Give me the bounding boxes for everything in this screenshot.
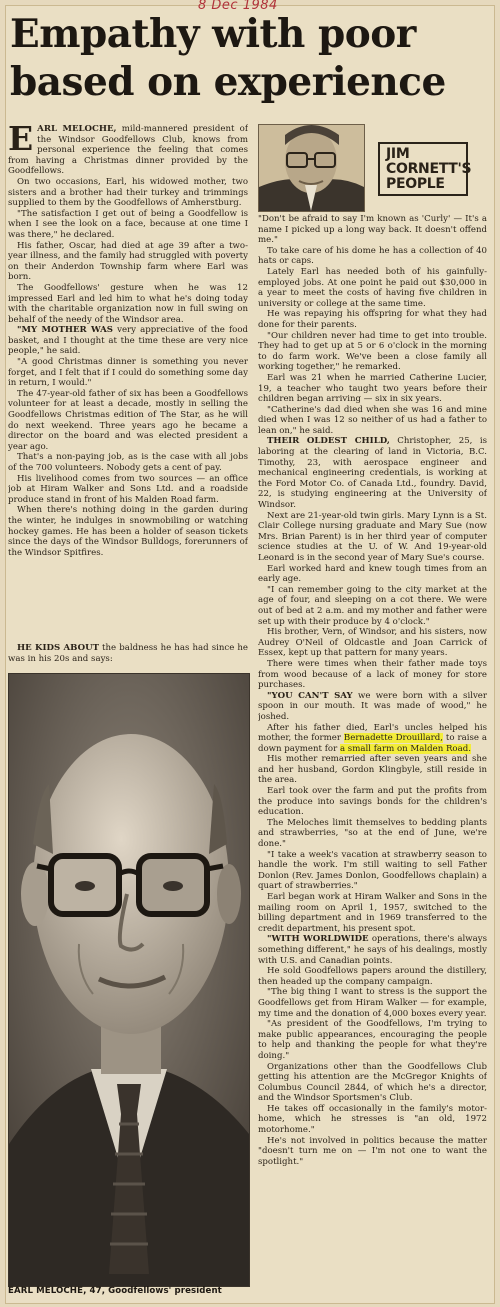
paragraph: "Catherine's dad died when she was 16 and mine died when I was 12 so neither of us had a father to lean on," he said. xyxy=(258,404,487,436)
paragraph: His livelihood comes from two sources — an office job at Hiram Walker and Sons Ltd. and a roadside produce stand in front of his Malden Road farm. xyxy=(8,473,248,505)
paragraph: "The satisfaction I get out of being a Goodfellow is when I see the look on a face, because at one time I was there," he declared. xyxy=(8,208,248,240)
paragraph: Earl took over the farm and put the profits from the produce into savings bonds for the children's education. xyxy=(258,786,487,818)
subhead-lead: "WITH WORLDWIDE xyxy=(267,934,369,945)
subhead-lead: HE KIDS ABOUT xyxy=(17,643,99,653)
column-logo-box xyxy=(378,142,472,196)
paragraph: He sold Goodfellows papers around the distillery, then headed up the company campaign. xyxy=(258,966,487,987)
paragraph: Earl worked hard and knew tough times from an early age. xyxy=(258,563,487,585)
paragraph: The 47-year-old father of six has been a Goodfellows volunteer for at least a decade, mostly in selling the Goodfellows Christmas edition of The Star, as he will do next weekend. Three years ago he became a director on the board and was elected president a year ago. xyxy=(8,388,248,452)
paragraph xyxy=(258,436,487,510)
paragraph: Next are 21-year-old twin girls. Mary Lynn is a St. Clair College nursing graduate and Mary Sue (now Mrs. Brian Parent) is in her third year of computer science studies at the U. of W. And 19-year-old Leonard is in the second year of Mary Sue's course. xyxy=(258,510,487,563)
paragraph: To take care of his dome he has a collection of 40 hats or caps. xyxy=(258,245,487,267)
column-logo-line-1: JIM xyxy=(386,146,410,162)
column-logo xyxy=(372,128,482,206)
headline-line-2: based on experience xyxy=(10,59,446,105)
portrait-photo xyxy=(8,673,250,1287)
columnist-photo xyxy=(258,124,365,212)
paragraph: He's not involved in politics because the matter "doesn't turn me on — I'm not one to want the spotlight." xyxy=(258,1135,487,1167)
paragraph-text: Christopher, 25, is laboring at the clearing of land in Victoria, B.C. Timothy, 23, with aerospace engineer and mechanical engineering credentials, is working at the Ford Motor Co. of Canada Ltd., foundry. David, 22, is studying engineering at the University of Windsor. xyxy=(258,436,487,511)
paragraph: "Don't be afraid to say I'm known as 'Curly' — It's a name I picked up a long way back. It doesn't offend me." xyxy=(258,214,487,246)
paragraph xyxy=(8,643,248,664)
highlighted-text: Bernadette Drouillard, xyxy=(343,733,444,744)
headline-line-1: Empathy with poor xyxy=(10,11,416,57)
column-logo-line-3: PEOPLE xyxy=(386,176,445,192)
paragraph: When there's nothing doing in the garden during the winter, he indulges in snowmobiling or watching hockey games. He has been a holder of season tickets since the days of the Windsor Bulldogs, forerunners of the Windsor Spitfires. xyxy=(8,505,248,558)
article-left-column xyxy=(8,124,248,644)
subhead-lead: "YOU CAN'T SAY xyxy=(267,690,353,701)
paragraph: Lately Earl has needed both of his gainfully-employed jobs. At one point he paid out $30,000 in a year to meet the costs of having five children in university or college at the same time. xyxy=(258,266,487,309)
lead-in: ARL MELOCHE, xyxy=(37,124,117,134)
paragraph: "Our children never had time to get into trouble. They had to get up at 5 or 6 o'clock in the morning to do farm work. We've been a close family all working together," he remarked. xyxy=(258,330,487,373)
handwritten-date: 8 Dec 1984 xyxy=(198,0,278,13)
article-right-column xyxy=(258,214,487,1299)
paragraph: That's a non-paying job, as is the case with all jobs of the 700 volunteers. Nobody gets a cent of pay. xyxy=(8,452,248,473)
paragraph: The Meloches limit themselves to bedding plants and strawberries, "so at the end of June, we're done." xyxy=(258,817,487,850)
paragraph-text: operations, there's always something different," he says of his dealings, mostly with U.S. and Canadian points. xyxy=(258,934,487,966)
paragraph: The Goodfellows' gesture when he was 12 impressed Earl and led him to what he's doing today with the charitable organization now in full swing on behalf of the needy of the Windsor area. xyxy=(8,282,248,325)
paragraph: There were times when their father made toys from wood because of a lack of money for store purchases. xyxy=(258,658,487,691)
subhead-lead: "MY MOTHER WAS xyxy=(17,325,114,336)
paragraph xyxy=(258,723,487,755)
paragraph: Organizations other than the Goodfellows Club getting his attention are the McGregor Knights of Columbus Council 2844, of which he's a director, and the Windsor Sportsmen's Club. xyxy=(258,1061,487,1104)
subhead-lead: THEIR OLDEST CHILD, xyxy=(267,436,390,447)
paragraph xyxy=(8,124,248,177)
paragraph: "The big thing I want to stress is the support the Goodfellows get from Hiram Walker — for example, my time and the donation of 4,000 boxes every year. xyxy=(258,987,487,1019)
column-logo-line-2: CORNETT'S xyxy=(386,161,472,177)
paragraph: He takes off occasionally in the family's motor-home, which he stresses is "an old, 1972 motorhome." xyxy=(258,1103,487,1136)
paragraph-text: the baldness he has had since he was in his 20s and says: xyxy=(8,643,248,664)
paragraph: "I take a week's vacation at strawberry season to handle the work. I'm still waiting to sell Father Donlon (Rev. James Donlon, Goodfellows chaplain) a quart of strawberries." xyxy=(258,849,487,892)
paragraph: Earl began work at Hiram Walker and Sons in the mailing room on April 1, 1957, switched to the billing department and in 1969 transferred to the credit department, his present spot. xyxy=(258,892,487,934)
paragraph: "A good Christmas dinner is something you never forget, and I felt that if I could do something some day in return, I would." xyxy=(8,357,248,389)
paragraph-text: to raise a down payment for xyxy=(258,733,487,754)
drop-cap: E xyxy=(8,124,34,158)
paragraph-text: very appreciative of the food basket, and I thought at the time these are very nice people," he said. xyxy=(8,325,248,357)
paragraph xyxy=(8,325,248,357)
paragraph: "I can remember going to the city market at the age of four, and sleeping on a cot there. We were out of bed at 2 a.m. and my mother and father were set up with their produce by 4 o'clock." xyxy=(258,584,487,627)
paragraph: "As president of the Goodfellows, I'm trying to make public appearances, encouraging the people to help and thanking the people for what they're doing." xyxy=(258,1019,487,1061)
headline xyxy=(10,10,494,106)
paragraph: His brother, Vern, of Windsor, and his sisters, now Audrey O'Neil of Oldcastle and Joan Carrick of Essex, kept up that pattern for many years. xyxy=(258,627,487,659)
paragraph: He was repaying his offspring for what they had done for their parents. xyxy=(258,309,487,330)
paragraph xyxy=(258,691,487,723)
columnist-portrait-image xyxy=(259,125,364,211)
paragraph: His father, Oscar, had died at age 39 after a two-year illness, and the family had struggled with poverty on their Anderdon Township farm where Earl was born. xyxy=(8,240,248,283)
paragraph xyxy=(258,934,487,966)
highlighted-text: a small farm on Malden Road. xyxy=(339,743,471,754)
portrait-image xyxy=(9,674,249,1286)
paragraph: On two occasions, Earl, his widowed mother, two sisters and a brother had their turkey and trimmings supplied to them by the Goodfellows of Amherstburg. xyxy=(8,176,248,209)
article-left-column-tail xyxy=(8,643,248,669)
paragraph: His mother remarried after seven years and she and her husband, Gordon Klingbyle, still reside in the area. xyxy=(258,754,487,786)
paragraph-text: we were born with a silver spoon in our mouth. It was made of wood," he joshed. xyxy=(258,690,487,722)
photo-caption: EARL MELOCHE, 47, Goodfellows' president xyxy=(8,1286,222,1296)
paragraph: Earl was 21 when he married Catherine Lucier, 19, a teacher who taught two years before their children began arriving — six in six years. xyxy=(258,372,487,405)
paragraph-text: mild-mannered president of the Windsor Goodfellows Club, knows from personal experience the feeling that comes from having a Christmas dinner provided by the Goodfellows. xyxy=(8,124,248,177)
paragraph-text: After his father died, Earl's uncles helped his mother, the former xyxy=(258,722,487,744)
